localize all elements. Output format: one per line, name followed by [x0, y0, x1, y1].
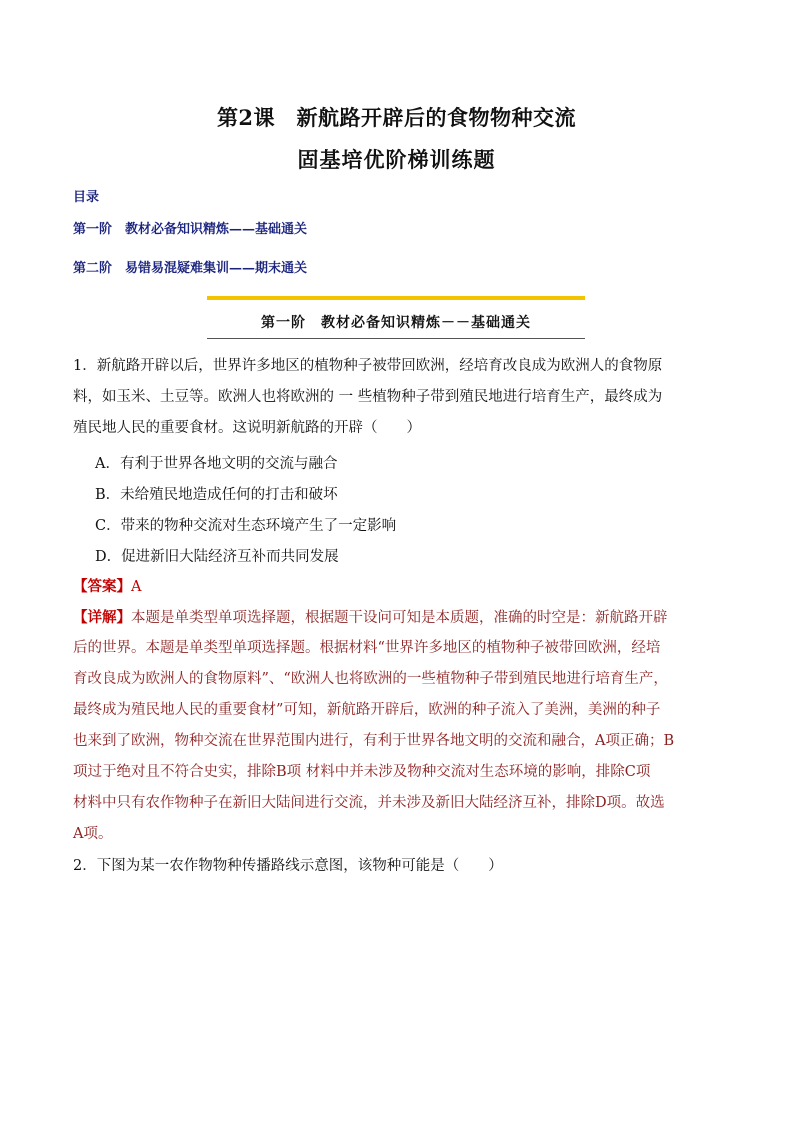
question-1-detail-line-3: 育改良成为欧洲人的食物原料”、“欧洲人也将欧洲的一些植物种子带到殖民地进行培育生产，: [73, 671, 668, 687]
section-divider-top: [207, 296, 585, 300]
question-2-stem: 2．下图为某一农作物物种传播路线示意图，该物种可能是（ ）: [73, 858, 503, 874]
toc-item-level-1[interactable]: 第一阶 教材必备知识精炼——基础通关: [73, 222, 308, 237]
question-1-detail-line-4: 最终成为殖民地人民的重要食材”可知，新航路开辟后，欧洲的种子流入了美洲，美洲的种子: [73, 702, 661, 718]
question-1-stem-line-2: 料，如玉米、土豆等。欧洲人也将欧洲的 一 些植物种子带到殖民地进行培育生产，最终成为: [73, 389, 663, 405]
document-subtitle: 固基培优阶梯训练题: [297, 147, 496, 172]
question-1-detail-line-6: 项过于绝对且不符合史实，排除B项 材料中并未涉及物种交流对生态环境的影响，排除C项: [73, 764, 651, 780]
question-1-detail-line-8: A项。: [73, 826, 113, 842]
question-1-detail-line-1: [73, 602, 668, 634]
detail-tag: 【详解】: [73, 609, 131, 626]
section-title: 第一阶 教材必备知识精炼－－基础通关: [261, 315, 531, 331]
question-1-stem-line-3: 殖民地人民的重要食材。这说明新航路的开辟（ ）: [73, 420, 421, 436]
question-1-option-d: D．促进新旧大陆经济互补而共同发展: [95, 549, 339, 565]
question-1-option-a: A．有利于世界各地文明的交流与融合: [95, 456, 338, 472]
answer-tag: 【答案】: [73, 578, 131, 595]
document-title: 第2课 新航路开辟后的食物物种交流: [216, 105, 577, 130]
question-1-detail-line-7: 材料中只有农作物种子在新旧大陆间进行交流，并未涉及新旧大陆经济互补，排除D项。故选: [73, 795, 665, 811]
answer-value: A: [131, 579, 142, 595]
question-1-detail-line-2: 后的世界。本题是单类型单项选择题。根据材料“世界许多地区的植物种子被带回欧洲，经培: [73, 640, 661, 656]
question-1-detail-line-5: 也来到了欧洲，物种交流在世界范围内进行，有利于世界各地文明的交流和融合，A项正确；B: [73, 733, 675, 749]
section-divider-bottom: [207, 338, 585, 339]
question-1-option-c: C．带来的物种交流对生态环境产生了一定影响: [95, 518, 397, 534]
detail-text: 本题是单类型单项选择题，根据题干设问可知是本质题，准确的时空是：新航路开辟: [131, 610, 668, 626]
question-1-stem-line-1: 1．新航路开辟以后，世界许多地区的植物种子被带回欧洲，经培育改良成为欧洲人的食物原: [73, 358, 663, 374]
question-1-answer: [73, 571, 141, 603]
question-1-option-b: B．未给殖民地造成任何的打击和破坏: [95, 487, 338, 503]
toc-item-level-2[interactable]: 第二阶 易错易混疑难集训——期末通关: [73, 261, 308, 276]
toc-heading: 目录: [73, 190, 100, 205]
